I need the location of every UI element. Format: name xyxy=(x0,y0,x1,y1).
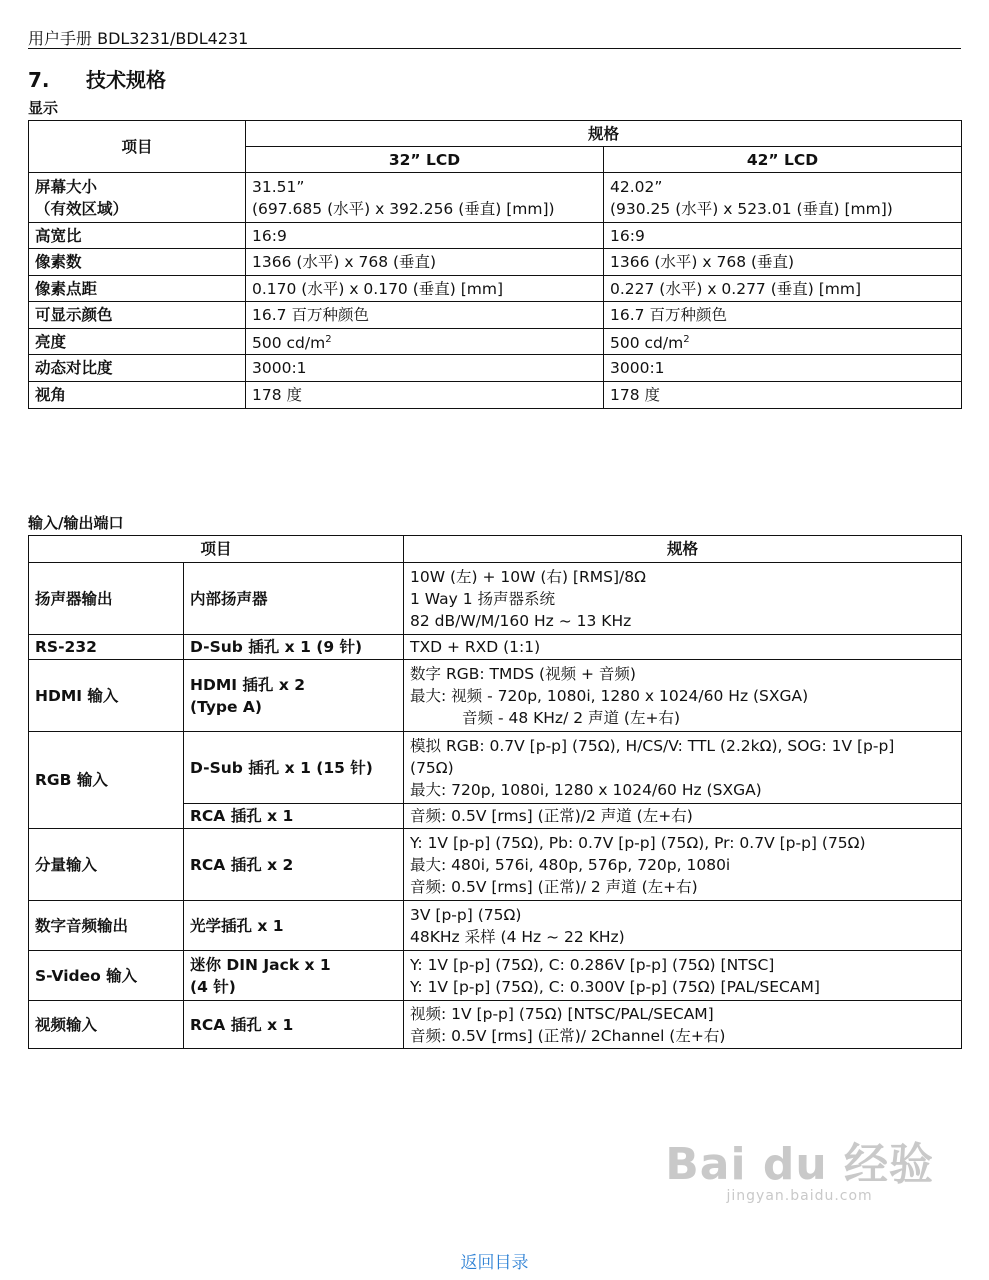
brightness-value: 500 cd/m xyxy=(252,334,326,353)
row-value-42: 178 度 xyxy=(604,382,962,409)
table-row xyxy=(29,173,962,223)
brightness-value: 500 cd/m xyxy=(610,334,684,353)
watermark-url: jingyan.baidu.com xyxy=(726,1188,873,1204)
display-spec-table xyxy=(28,120,962,409)
row-item: 亮度 xyxy=(29,329,246,355)
port-spec: TXD + RXD (1:1) xyxy=(404,635,962,660)
unit-superscript: 2 xyxy=(683,334,690,345)
table-row xyxy=(29,249,962,276)
port-name: HDMI 输入 xyxy=(29,660,184,732)
row-item: 像素数 xyxy=(29,249,246,276)
row-value-32: 1366 (水平) x 768 (垂直) xyxy=(246,249,604,276)
row-value-42: 42.02” (930.25 (水平) x 523.01 (垂直) [mm]) xyxy=(604,173,962,223)
row-value-32: 3000:1 xyxy=(246,355,604,382)
port-connector: D-Sub 插孔 x 1 (9 针) xyxy=(184,635,404,660)
port-spec xyxy=(404,660,962,732)
table-row xyxy=(29,635,962,660)
io-col-spec: 规格 xyxy=(404,536,962,563)
hdmi-spec-main: 数字 RGB: TMDS (视频 + 音频) 最大: 视频 - 720p, 1080i, 1280 x 1024/60 Hz (SXGA) xyxy=(410,664,809,705)
port-name: 扬声器输出 xyxy=(29,563,184,635)
row-value-42: 3000:1 xyxy=(604,355,962,382)
port-spec: 3V [p-p] (75Ω) 48KHz 采样 (4 Hz ~ 22 KHz) xyxy=(404,901,962,951)
port-spec: Y: 1V [p-p] (75Ω), C: 0.286V [p-p] (75Ω) [NTSC] Y: 1V [p-p] (75Ω), C: 0.300V [p-p] (75Ω) [PAL/SECAM] xyxy=(404,951,962,1001)
port-spec: Y: 1V [p-p] (75Ω), Pb: 0.7V [p-p] (75Ω), Pr: 0.7V [p-p] (75Ω) 最大: 480i, 576i, 480p, 576p, 720p, 1080i 音频: 0.5V [rms] (正常)/ 2 声道 (左+右) xyxy=(404,829,962,901)
row-value-32: 16.7 百万种颜色 xyxy=(246,302,604,329)
port-spec: 10W (左) + 10W (右) [RMS]/8Ω 1 Way 1 扬声器系统 82 dB/W/M/160 Hz ~ 13 KHz xyxy=(404,563,962,635)
port-name: 数字音频输出 xyxy=(29,901,184,951)
table-row xyxy=(29,355,962,382)
row-item: 高宽比 xyxy=(29,223,246,249)
port-name: RGB 输入 xyxy=(29,732,184,829)
row-value-42: 1366 (水平) x 768 (垂直) xyxy=(604,249,962,276)
section-number: 7. xyxy=(28,68,50,92)
port-connector: RCA 插孔 x 2 xyxy=(184,829,404,901)
document-header: 用户手册 BDL3231/BDL4231 xyxy=(28,29,249,48)
io-subtitle: 输入/输出端口 xyxy=(28,514,124,532)
table-row xyxy=(29,276,962,302)
row-item: 屏幕大小 （有效区域） xyxy=(29,173,246,223)
row-item: 像素点距 xyxy=(29,276,246,302)
table-row xyxy=(29,660,962,732)
display-col-item: 项目 xyxy=(29,121,246,173)
port-name: 分量输入 xyxy=(29,829,184,901)
header-divider xyxy=(28,48,961,49)
row-item: 视角 xyxy=(29,382,246,409)
watermark-logo: Bai du 经验 xyxy=(665,1139,934,1190)
port-connector: RCA 插孔 x 1 xyxy=(184,804,404,829)
row-value-32: 0.170 (水平) x 0.170 (垂直) [mm] xyxy=(246,276,604,302)
back-to-contents-link[interactable]: 返回目录 xyxy=(460,1253,529,1273)
table-row xyxy=(29,1001,962,1049)
table-row xyxy=(29,382,962,409)
port-connector: 光学插孔 x 1 xyxy=(184,901,404,951)
section-title-text: 技术规格 xyxy=(86,68,166,92)
row-value-32: 31.51” (697.685 (水平) x 392.256 (垂直) [mm]) xyxy=(246,173,604,223)
table-row xyxy=(29,223,962,249)
port-connector: HDMI 插孔 x 2 (Type A) xyxy=(184,660,404,732)
io-col-item: 项目 xyxy=(29,536,404,563)
port-name: RS-232 xyxy=(29,635,184,660)
baidu-jingyan-watermark xyxy=(665,1128,934,1204)
table-row xyxy=(29,302,962,329)
port-spec: 音频: 0.5V [rms] (正常)/2 声道 (左+右) xyxy=(404,804,962,829)
row-value-32: 178 度 xyxy=(246,382,604,409)
table-row xyxy=(29,951,962,1001)
display-subtitle: 显示 xyxy=(28,99,59,117)
row-value-42: 16.7 百万种颜色 xyxy=(604,302,962,329)
display-col-42: 42” LCD xyxy=(604,147,962,173)
section-title xyxy=(28,64,166,93)
unit-superscript: 2 xyxy=(325,334,332,345)
hdmi-spec-audio: 音频 - 48 KHz/ 2 声道 (左+右) xyxy=(462,708,681,727)
table-row xyxy=(29,732,962,804)
port-name: 视频输入 xyxy=(29,1001,184,1049)
table-row xyxy=(29,563,962,635)
table-row xyxy=(29,329,962,355)
display-col-32: 32” LCD xyxy=(246,147,604,173)
display-col-spec: 规格 xyxy=(246,121,962,147)
port-connector: D-Sub 插孔 x 1 (15 针) xyxy=(184,732,404,804)
port-spec: 模拟 RGB: 0.7V [p-p] (75Ω), H/CS/V: TTL (2.2kΩ), SOG: 1V [p-p] (75Ω) 最大: 720p, 1080i, 1280 x 1024/60 Hz (SXGA) xyxy=(404,732,962,804)
row-value-42: 16:9 xyxy=(604,223,962,249)
port-connector: 迷你 DIN Jack x 1 (4 针) xyxy=(184,951,404,1001)
port-name: S-Video 输入 xyxy=(29,951,184,1001)
row-value-32: 16:9 xyxy=(246,223,604,249)
port-connector: RCA 插孔 x 1 xyxy=(184,1001,404,1049)
table-row xyxy=(29,829,962,901)
row-value-42 xyxy=(604,329,962,355)
port-spec: 视频: 1V [p-p] (75Ω) [NTSC/PAL/SECAM] 音频: 0.5V [rms] (正常)/ 2Channel (左+右) xyxy=(404,1001,962,1049)
row-item: 动态对比度 xyxy=(29,355,246,382)
port-connector: 内部扬声器 xyxy=(184,563,404,635)
row-value-32 xyxy=(246,329,604,355)
io-spec-table xyxy=(28,535,962,1049)
row-value-42: 0.227 (水平) x 0.277 (垂直) [mm] xyxy=(604,276,962,302)
table-row xyxy=(29,901,962,951)
row-item: 可显示颜色 xyxy=(29,302,246,329)
